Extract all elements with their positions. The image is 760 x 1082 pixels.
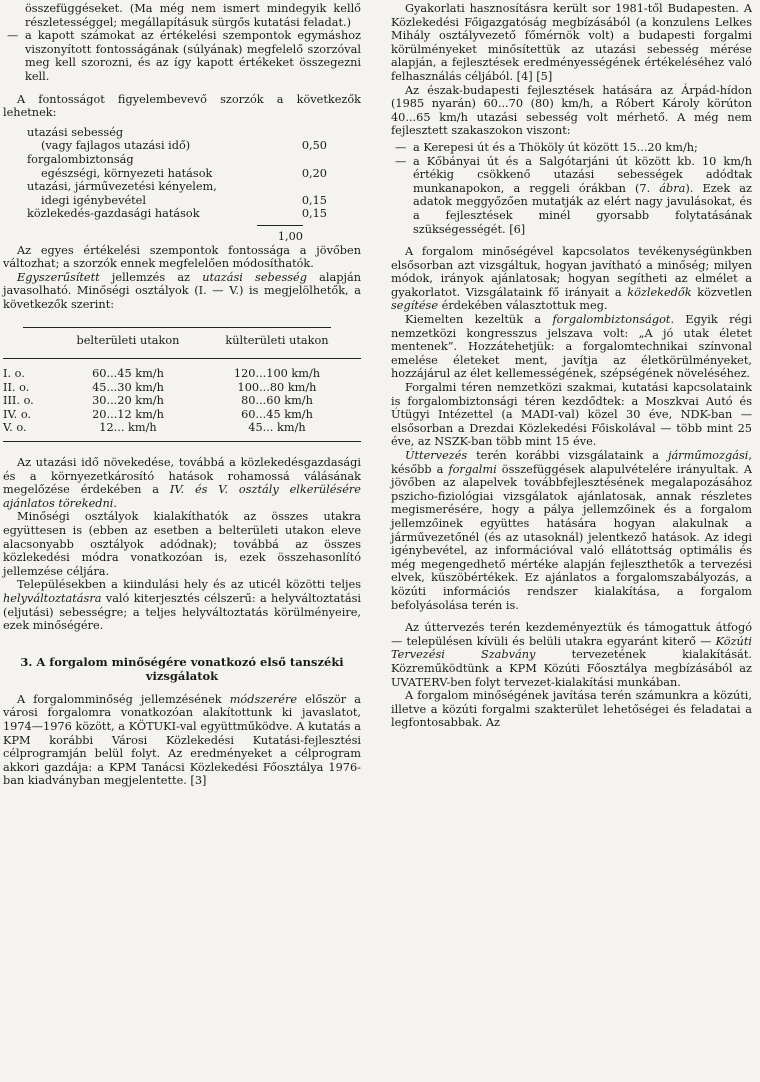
table-row <box>3 394 361 408</box>
table-row <box>3 408 361 422</box>
paragraph-practice: Gyakorlati hasznosításra került sor 1981-től Budapesten. A Közlekedési Főigazgatóság megbízásából (a konzulens Lelkes Mihály osztályvezető főmérnök volt) a budapesti forgalmi körülményeket minősítettük az utazási sebesség mérése alapján, a fejlesztések eredményességének értékeléséhez való felhasználás céljából. [4] [5] <box>391 2 752 83</box>
design2-text-a: Az úttervezés terén kezdeményeztük és támogattuk átfogó — településen kívüli és belüli utakra egyaránt kiterő — <box>391 621 752 648</box>
design-em1: Úttervezés <box>405 449 468 462</box>
design2-text-b: tervezetének kialakítását. Közreműködtünk a KPM Közúti Főosztálya megbízásából az UVATERV-ben folyt tervezet-kialakítási munkában. <box>391 648 753 689</box>
criteria-label: utazási sebesség <box>27 125 124 139</box>
traveltime-text: Az utazási idő növekedése, továbbá a közlekedésgazdasági és a környezetkárosító hatások rohamossá válásának megelőzése érdekében a <box>3 456 361 497</box>
safety-em: forgalombiztonságot. <box>552 313 675 327</box>
design-em2: járműmozgási <box>667 449 749 462</box>
criteria-value: 0,20 <box>301 166 327 180</box>
criteria-row <box>27 180 327 194</box>
criteria-row <box>27 139 327 153</box>
section-heading: 3. A forgalom minőségére vonatkozó első tanszéki vizsgálatok <box>20 654 344 683</box>
criteria-label: idegi igénybevétel <box>41 193 146 207</box>
class-label: IV. o. <box>3 407 32 421</box>
paragraph-simplified <box>3 271 361 312</box>
criteria-label: forgalombiztonság <box>27 152 134 166</box>
criteria-value <box>281 153 327 167</box>
kobanyai-text-b: ). Ezek az adatok meggyőzően mutatják az elért nagy javulásokat, és a fejlesztések minél gyorsabb folytatásának szükségességét. [6] <box>413 181 752 236</box>
settlement-text-a: Településekben a kiindulási hely és az uticél közötti teljes <box>17 578 361 592</box>
right-column <box>391 2 752 730</box>
activity-text-b: közvetlen <box>691 285 752 299</box>
paragraph-multipliers: A fontosságot figyelembevevő szorzók a következők lehetnek: <box>3 92 361 120</box>
class-label: V. o. <box>3 421 63 441</box>
safety-text-b: Egyik régi nemzetközi kongresszus jelszava volt: „A jó utak életet mentenek”. Hozzátehetjük: a forgalomtechnikai színvonal emelése életeket ment, javítja az életkörülményeket, hozzájárul az élet kellemességének, szépségének növeléséhez. <box>391 313 752 381</box>
paragraph-activity <box>391 245 752 313</box>
class-label: I. o. <box>3 367 25 381</box>
paragraph-future: Az egyes értékelési szempontok fontossága a jövőben változhat; a szorzók ennek megfelelően módosíthatók. <box>3 243 361 271</box>
rural-speed: 60...45 km/h <box>241 407 313 421</box>
list-item: — a Kerepesi út és a Thököly út között 15...20 km/h; <box>391 141 752 155</box>
research-em: módszerére <box>229 692 298 706</box>
criteria-row <box>27 126 327 140</box>
traveltime-em: IV. és V. osztály elkerülésére ajánlatos törekedni. <box>3 483 361 510</box>
list-item: — a kapott számokat az értékelési szempontok egymáshoz viszonyított fontosságának (súlyának) megfelelő szorzóval meg kell szorozni, és az így kapott értékeket összegezni kell. <box>3 29 361 83</box>
urban-speed: 20...12 km/h <box>92 407 164 421</box>
urban-speed: 60...45 km/h <box>92 367 164 381</box>
criteria-table <box>27 126 327 221</box>
paragraph-improve: A forgalom minőségének javítása terén számunkra a közúti, illetve a közúti forgalmi szakterület lehetőségei és feladatai a legfontosabbak. Az <box>391 689 752 730</box>
paragraph-design <box>391 449 752 612</box>
criteria-value <box>281 180 327 194</box>
rural-speed: 80...60 km/h <box>241 394 313 408</box>
table-top-rule <box>23 327 331 328</box>
rural-speed: 120...100 km/h <box>233 367 321 381</box>
rural-speed: 100...80 km/h <box>237 380 317 394</box>
paragraph-research <box>3 693 361 788</box>
criteria-row <box>27 167 327 181</box>
figure-ref-em: ábra <box>659 181 686 195</box>
left-column <box>3 2 361 788</box>
paragraph-top: összefüggéseket. (Ma még nem ismert mindegyik kellő részletességgel; megállapításuk sürgős kutatási feladat.) <box>25 2 361 29</box>
simplified-em: Egyszerűsített <box>17 270 100 284</box>
activity-text-a: A forgalom minőségével kapcsolatos tevékenységünkben elsősorban azt vizsgáltuk, hogyan javítható a minőség; milyen módok, irányok ajánlatosak; hogyan segítheti az elmélet a gyakorlatot. Vizsgálataink fő irányait a <box>391 245 752 299</box>
paragraph-safety <box>391 313 752 381</box>
activity-em2: segítése <box>391 299 439 313</box>
criteria-row <box>27 207 327 221</box>
table-row <box>3 421 361 441</box>
empty-header <box>3 334 63 358</box>
criteria-row <box>27 194 327 208</box>
urban-speed: 12... km/h <box>63 421 193 441</box>
paragraph-traveltime <box>3 456 361 510</box>
research-text-a: A forgalomminőség jellemzésének <box>17 692 230 706</box>
paragraph-north: Az észak-budapesti fejlesztések hatására az Árpád-hídon (1985 nyarán) 60...70 (80) km/h, a Róbert Károly körúton 40...65 km/h utazási sebesség volt mérhető. A még nem fejlesztett szakaszokon viszont: <box>391 83 752 138</box>
urban-speed: 30...20 km/h <box>92 394 164 408</box>
criteria-sum: 1,00 <box>257 225 303 244</box>
paragraph-design-standard <box>391 621 752 689</box>
urban-speed: 45...30 km/h <box>92 380 164 394</box>
table-row <box>3 381 361 395</box>
kobanyai-text-a: a Kőbányai út és a Salgótarjáni út között kb. 10 km/h értékig csökkenő utazási sebességek adódtak munkanapokon, a reggeli órákban (7. <box>413 154 752 195</box>
sections-list <box>391 141 752 236</box>
class-label: III. o. <box>3 394 34 408</box>
activity-text-c: érdekében választottuk meg. <box>438 299 608 313</box>
settlement-em: helyváltoztatásra <box>3 591 102 605</box>
simplified-mid: jellemzés az <box>99 270 203 284</box>
list-item <box>391 155 752 237</box>
criteria-value: 0,50 <box>301 139 327 153</box>
criteria-label: utazási, járművezetési kényelem, <box>27 180 217 194</box>
criteria-value: 0,15 <box>301 193 327 207</box>
criteria-value <box>281 126 327 140</box>
rural-speed: 45... km/h <box>193 421 361 441</box>
table-row <box>3 359 361 381</box>
safety-text-a: Kiemelten kezeltük a <box>405 313 553 327</box>
activity-em: közlekedők <box>627 285 692 299</box>
paragraph-international: Forgalmi téren nemzetközi szakmai, kutatási kapcsolataink is forgalombiztonsági téren kezdődtek: a Moszkvai Autó és Útügyi Intézettel (a MADI-val) közel 30 éve, NDK-ban — elsősorban a Drezdai Közlekedési Főiskolával — több mint 25 éve, az NSZK-ban több mint 15 éve. <box>391 381 752 449</box>
criteria-label: közlekedés-gazdasági hatások <box>27 207 200 221</box>
speed-em: utazási sebesség <box>202 270 307 284</box>
class-label: II. o. <box>3 380 30 394</box>
design-em3: forgalmi <box>448 462 497 476</box>
simplified-rest: alapján javasolható. Minőségi osztályok (I. — V.) is megjelölhetők, a következők szerint: <box>3 270 362 311</box>
criteria-label: egészségi, környezeti hatások <box>41 166 213 180</box>
design-text-b: , később a <box>391 449 752 476</box>
design-text-c: összefüggések alapulvételére irányultak. A jövőben az alapelvek továbbfejlesztésének megalapozásához pszicho-fiziológiai vizsgálatok ajánlatosak, annak részletes megismerésére, hogy a pálya jellemzőinek és a forgalom jellemzőinek együttes hatására hogyan alakulnak a járművezetőnél (és az utasoknál) jelentkező hatások. Az idegi igénybevétel, az információval való ellátottság optimális és még megengedhető mértéke alapján fejleszthetők a tervezési elvek, küszöbértékek. Ez ajánlatos a forgalomszabályozás, a közúti információs rendszer kialakítása, a forgalom befolyásolása terén is. <box>391 462 752 612</box>
quality-class-table <box>3 334 361 442</box>
header-rural: külterületi utakon <box>193 334 361 358</box>
criteria-row <box>27 153 327 167</box>
criteria-value: 0,15 <box>301 207 327 221</box>
paragraph-settlement <box>3 578 361 632</box>
criteria-label: (vagy fajlagos utazási idő) <box>41 139 191 153</box>
research-text-b: először a városi forgalomra vonatkozóan alakítottunk ki javaslatot, 1974—1976 között, a KÖTUKI-val együttműködve. A kutatás a KPM korábbi Városi Közlekedési Kutatási-fejlesztési célprogramján belül folyt. Az eredményeket a célprogram akkori gazdája: a KPM Tanácsi Közlekedési Főosztálya 1976-ban kiadványban megjelentette. [3] <box>3 692 362 788</box>
paragraph-classes: Minőségi osztályok kialakíthatók az összes utakra együttesen is (ebben az esetben a belterületi utakon eleve alacsonyabb osztályok adódnak); továbbá az összes közlekedési módra vonatkozóan is, ezek összehasonlító jellemzése céljára. <box>3 510 361 578</box>
weights-list <box>3 29 361 83</box>
settlement-text-b: való kiterjesztés célszerű: a helyváltoztatási (eljutási) sebességre; a teljes helyváltoztatás körülményeire, ezek minőségére. <box>3 591 361 633</box>
design2-em: Közúti Tervezési Szabvány <box>391 634 752 662</box>
header-urban: belterületi utakon <box>63 334 193 358</box>
design-text-a: terén korábbi vizsgálataink a <box>467 449 668 462</box>
